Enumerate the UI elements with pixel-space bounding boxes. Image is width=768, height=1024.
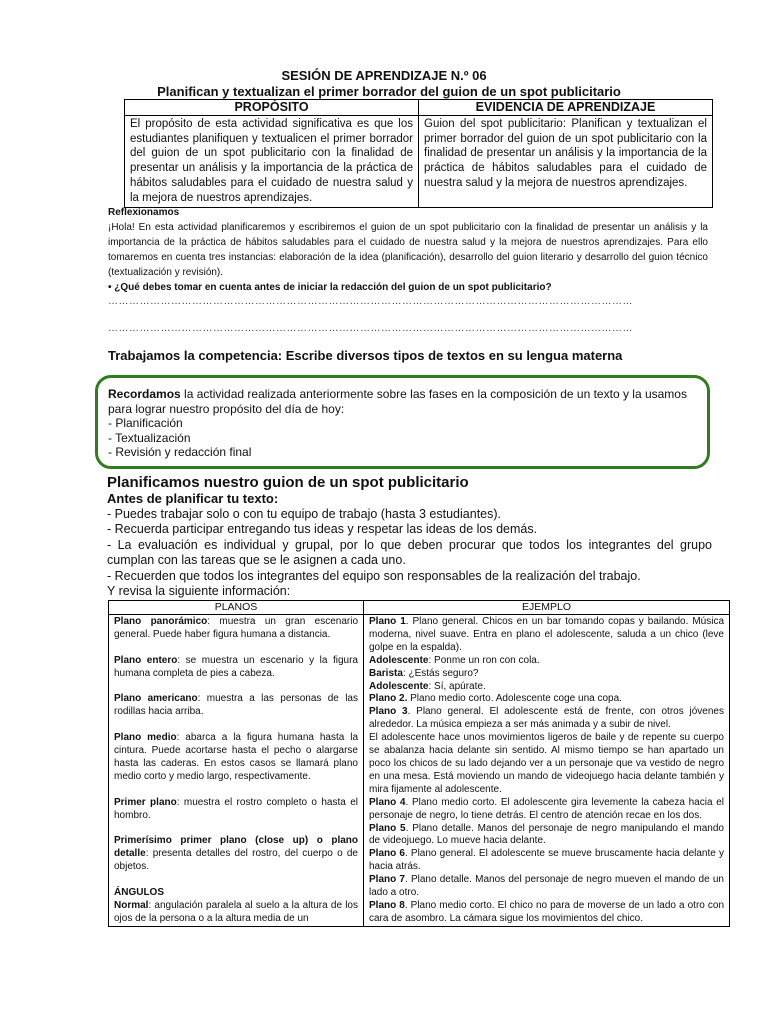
ejemplo-desc: . Plano medio corto. El chico no para de moverse de un lado a otro con cara de asombro. La cámara sigue los movimientos del chico.	[369, 899, 724, 924]
plano-term: Plano medio	[114, 732, 177, 744]
recordamos-intro: la actividad realizada anteriormente sobre las fases en la composición de un texto y la usamos para lograr nuestro propósito del día de hoy:	[108, 387, 687, 416]
reflection-heading: Reflexionamos	[108, 207, 180, 218]
ejemplo-term: Plano 4	[369, 796, 406, 808]
ejemplo-term: Plano 1	[369, 616, 406, 627]
purpose-header: PROPÓSITO	[125, 100, 419, 116]
ejemplo-desc: . Plano general. El adolescente se mueve bruscamente hacia delante y hacia atrás.	[369, 848, 724, 873]
planning-body	[107, 491, 712, 600]
ejemplo-desc: . Plano general. Chicos en un bar tomando copas y bailando. Música moderna, nivel suave. Entra en plano el adolescente, saluda a un chico (leve golpe en la espalda).	[369, 616, 724, 653]
plano-term: Plano americano	[114, 693, 198, 705]
recordamos-text	[108, 387, 698, 460]
plano-entry	[114, 732, 358, 784]
ejemplo-cell	[364, 615, 730, 927]
ejemplo-term: Adolescente	[369, 654, 429, 666]
plano-desc: : presenta detalles del rostro, del cuerpo o de objetos.	[114, 848, 358, 873]
ejemplo-desc: : Ponme un ron con cola.	[428, 654, 540, 666]
ejemplo-term: Plano 5	[369, 822, 406, 834]
ejemplo-desc: : ¿Estás seguro?	[402, 667, 479, 679]
ejemplo-desc: . Plano medio corto. El adolescente gira levemente la cabeza hacia el personaje de negro, lo tiene detrás. El centro de atención recae en los dos.	[369, 796, 724, 821]
plano-term: Plano panorámico	[114, 616, 208, 627]
ejemplo-entry	[369, 706, 724, 732]
planning-line: Y revisa la siguiente información:	[107, 584, 291, 598]
plano-desc: : muestra el rostro completo o hasta el hombro.	[114, 796, 358, 821]
plano-entry	[114, 655, 358, 681]
ejemplo-entry	[369, 668, 724, 681]
reflection-section	[108, 205, 708, 295]
plano-desc: : se muestra un escenario y la figura humana completa de pies a cabeza.	[114, 654, 358, 679]
angulo-entry	[114, 900, 358, 926]
plano-entry	[114, 693, 358, 719]
planos-cell	[109, 615, 364, 927]
planning-line: - Puedes trabajar solo o con tu equipo de trabajo (hasta 3 estudiantes).	[107, 506, 502, 521]
plano-entry	[114, 835, 358, 874]
plano-entry	[114, 797, 358, 823]
phase-item: - Planificación	[108, 416, 183, 430]
ejemplo-term: Plano 2.	[369, 693, 408, 705]
ejemplo-desc: Plano medio corto. Adolescente coge una copa.	[407, 693, 622, 705]
ejemplo-term: Plano 6	[369, 848, 405, 860]
competency-heading: Trabajamos la competencia: Escribe diversos tipos de textos en su lengua materna	[108, 348, 623, 363]
angulo-desc: : angulación paralela al suelo a la altura de los ojos de la persona o a la altura media de un	[114, 899, 358, 924]
planning-title: Planificamos nuestro guion de un spot publicitario	[107, 474, 469, 491]
ejemplo-entry	[369, 681, 724, 694]
reflection-question: • ¿Qué debes tomar en cuenta antes de iniciar la redacción del guion de un spot publicitario?	[108, 282, 552, 293]
ejemplo-desc: : Sí, apúrate.	[428, 680, 486, 692]
ejemplo-desc: . Plano detalle. Manos del personaje de negro manipulando el mando de videojuego. Lo mueve hacia delante.	[369, 822, 724, 847]
ejemplo-desc: El adolescente hace unos movimientos ligeros de baile y de repente su cuerpo se abalanza hacia delante sin sentido. Al mismo tiempo se han apartado un poco los chicos de su lado dejando ver a un personaje que va vestido de negro en una mesa. Está moviendo un mando de videojuego hacia delante también y mira fijamente al adolescente.	[369, 732, 724, 795]
evidence-header: EVIDENCIA DE APRENDIZAJE	[419, 100, 713, 116]
answer-line-1: ……………………………………………………………………………………………………………………………………	[108, 296, 633, 307]
planning-line: - Recuerden que todos los integrantes del equipo son responsables de la realización del trabajo.	[107, 568, 641, 583]
ejemplo-entry	[369, 848, 724, 874]
plano-term: Primer plano	[114, 796, 177, 808]
ejemplo-desc: . Plano general. El adolescente está de frente, con otros jóvenes alrededor. La música empieza a ser más animada y a subir de nivel.	[369, 706, 724, 731]
recordamos-label: Recordamos	[108, 387, 181, 401]
planning-subtitle: Antes de planificar tu texto:	[107, 491, 279, 506]
purpose-cell: El propósito de esta actividad significativa es que los estudiantes planifiquen y textualicen el primer borrador del guion de un spot publicitario con la finalidad de presentar un análisis y la importancia de la práctica de hábitos saludables para el cuidado de nuestra salud y la mejora de nuestros aprendizajes.	[125, 116, 419, 208]
reflection-text: ¡Hola! En esta actividad planificaremos y escribiremos el guion de un spot publicitario con la finalidad de presentar un análisis y la importancia de la práctica de hábitos saludables para el cuidado de nuestra salud y la mejora de nuestros aprendizajes. Para ello tomaremos en cuenta tres instancias: elaboración de la idea (planificación), desarrollo del guion literario y desarrollo del guion técnico (textualización y revisión).	[108, 222, 708, 278]
ejemplo-term: Adolescente	[369, 680, 429, 692]
ejemplo-header: EJEMPLO	[364, 601, 730, 615]
ejemplo-entry	[369, 693, 724, 706]
ejemplo-entry	[369, 823, 724, 849]
phase-item: - Textualización	[108, 430, 191, 445]
plano-desc: : muestra un gran escenario general. Puede haber figura humana a distancia.	[114, 616, 358, 640]
plano-term: Plano entero	[114, 654, 178, 666]
evidence-cell: Guion del spot publicitario: Planifican y textualizan el primer borrador del guion de un spot publicitario con la finalidad de presentar un análisis y la importancia de la práctica de hábitos saludables para el cuidado de nuestra salud y la mejora de nuestros aprendizajes.	[419, 116, 713, 208]
angulo-term: Normal	[114, 899, 149, 911]
plano-desc: : muestra a las personas de las rodillas hacia arriba.	[114, 693, 358, 718]
planos-table	[108, 600, 730, 927]
ejemplo-entry	[369, 874, 724, 900]
plano-entry	[114, 616, 358, 642]
ejemplo-term: Plano 8	[369, 899, 405, 911]
answer-line-2: ……………………………………………………………………………………………………………………………………	[108, 323, 633, 334]
ejemplo-term: Plano 7	[369, 874, 405, 886]
angulos-heading	[114, 887, 358, 900]
ejemplo-entry	[369, 900, 724, 926]
purpose-evidence-table	[124, 99, 713, 208]
plano-desc: : abarca a la figura humana hasta la cintura. Puede acortarse hasta el pecho o alargarse hasta las caderas. En estos casos se llamará plano medio corto y medio largo, respectivamente.	[114, 732, 358, 782]
phase-item: - Revisión y redacción final	[108, 445, 252, 459]
planning-line: - La evaluación es individual y grupal, por lo que deben procurar que todos los integrantes del grupo cumplan con las tareas que se le asignen a cada uno.	[107, 537, 712, 567]
ejemplo-entry	[369, 732, 724, 797]
ejemplo-term: Barista	[369, 667, 403, 679]
ejemplo-entry	[369, 797, 724, 823]
session-title: SESIÓN DE APRENDIZAJE N.º 06	[281, 68, 487, 83]
plano-term: Primerísimo primer plano (close up) o plano detalle	[114, 835, 358, 860]
planos-header: PLANOS	[109, 601, 364, 615]
ejemplo-entry	[369, 655, 724, 668]
session-subtitle: Planifican y textualizan el primer borrador del guion de un spot publicitario	[157, 84, 621, 99]
angulos-label: ÁNGULOS	[114, 886, 164, 898]
ejemplo-entry	[369, 616, 724, 655]
ejemplo-term: Plano 3	[369, 706, 408, 718]
ejemplo-desc: . Plano detalle. Manos del personaje de negro mueven el mando de un lado a otro.	[369, 874, 724, 899]
planning-line: - Recuerda participar entregando tus ideas y respetar las ideas de los demás.	[107, 522, 538, 536]
